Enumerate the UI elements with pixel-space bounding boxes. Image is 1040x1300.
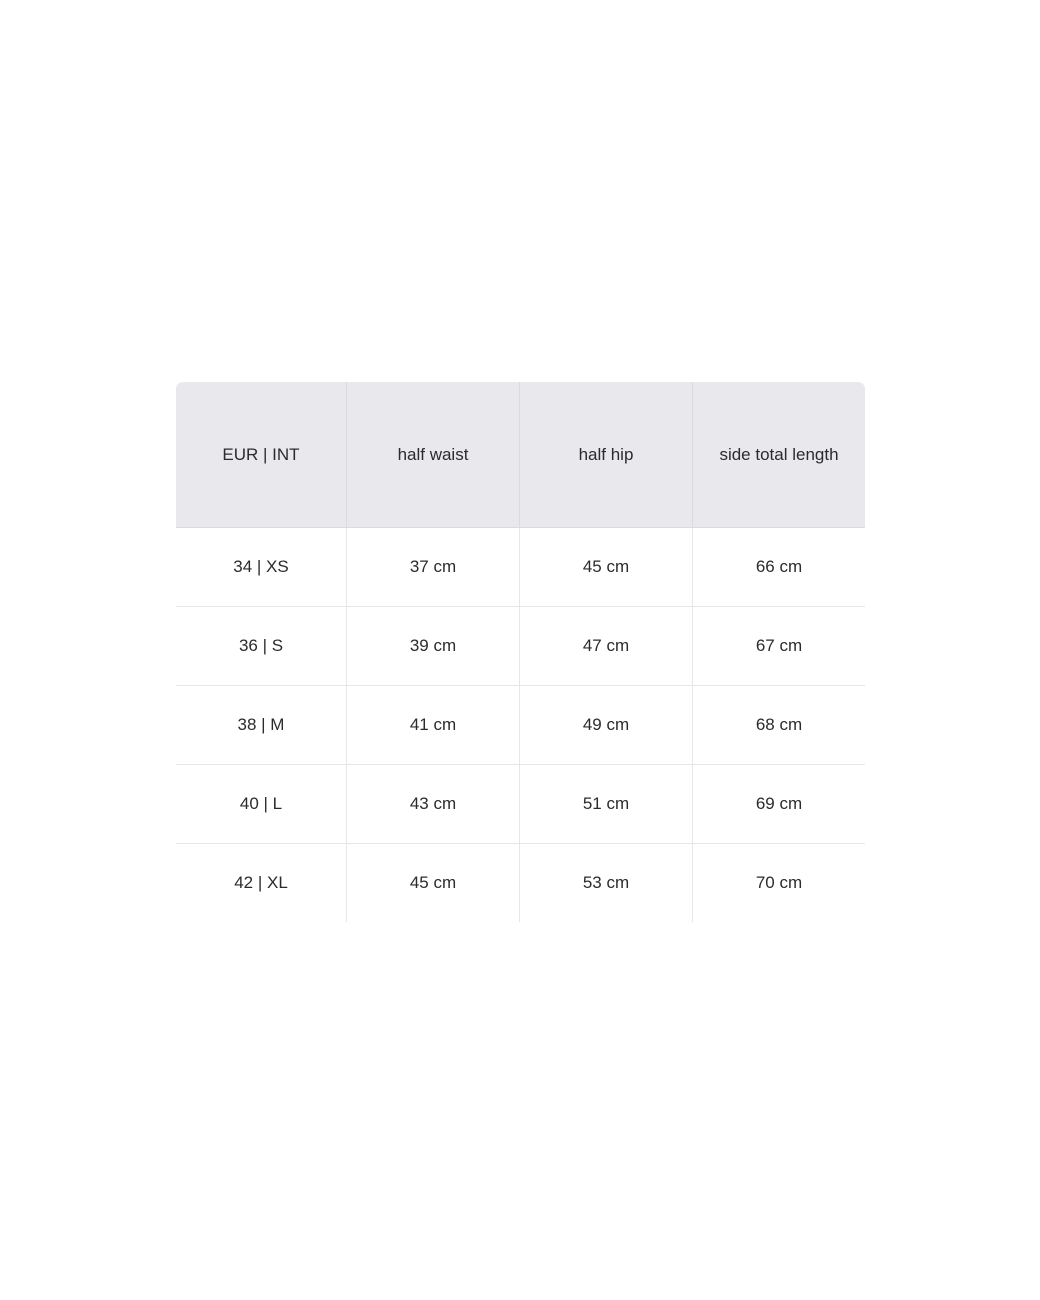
table-body — [176, 528, 866, 923]
table-row — [176, 686, 866, 765]
cell-size: 42 | XL — [176, 844, 347, 923]
table-row — [176, 844, 866, 923]
cell-side-total-length: 67 cm — [693, 607, 866, 686]
cell-size: 38 | M — [176, 686, 347, 765]
table-row — [176, 607, 866, 686]
cell-half-waist: 41 cm — [347, 686, 520, 765]
column-header-size: EUR | INT — [176, 382, 347, 528]
cell-size: 36 | S — [176, 607, 347, 686]
table-header — [176, 382, 866, 528]
cell-half-hip: 47 cm — [520, 607, 693, 686]
cell-side-total-length: 70 cm — [693, 844, 866, 923]
table-row — [176, 528, 866, 607]
cell-side-total-length: 68 cm — [693, 686, 866, 765]
cell-half-waist: 39 cm — [347, 607, 520, 686]
table-header-row — [176, 382, 866, 528]
column-header-half-hip: half hip — [520, 382, 693, 528]
table-row — [176, 765, 866, 844]
cell-size: 34 | XS — [176, 528, 347, 607]
column-header-half-waist: half waist — [347, 382, 520, 528]
size-chart-container — [175, 381, 865, 923]
column-header-side-total-length: side total length — [693, 382, 866, 528]
cell-size: 40 | L — [176, 765, 347, 844]
cell-half-waist: 43 cm — [347, 765, 520, 844]
cell-side-total-length: 69 cm — [693, 765, 866, 844]
cell-half-waist: 45 cm — [347, 844, 520, 923]
cell-side-total-length: 66 cm — [693, 528, 866, 607]
cell-half-hip: 45 cm — [520, 528, 693, 607]
cell-half-waist: 37 cm — [347, 528, 520, 607]
cell-half-hip: 49 cm — [520, 686, 693, 765]
cell-half-hip: 51 cm — [520, 765, 693, 844]
size-chart-table — [175, 381, 866, 923]
cell-half-hip: 53 cm — [520, 844, 693, 923]
